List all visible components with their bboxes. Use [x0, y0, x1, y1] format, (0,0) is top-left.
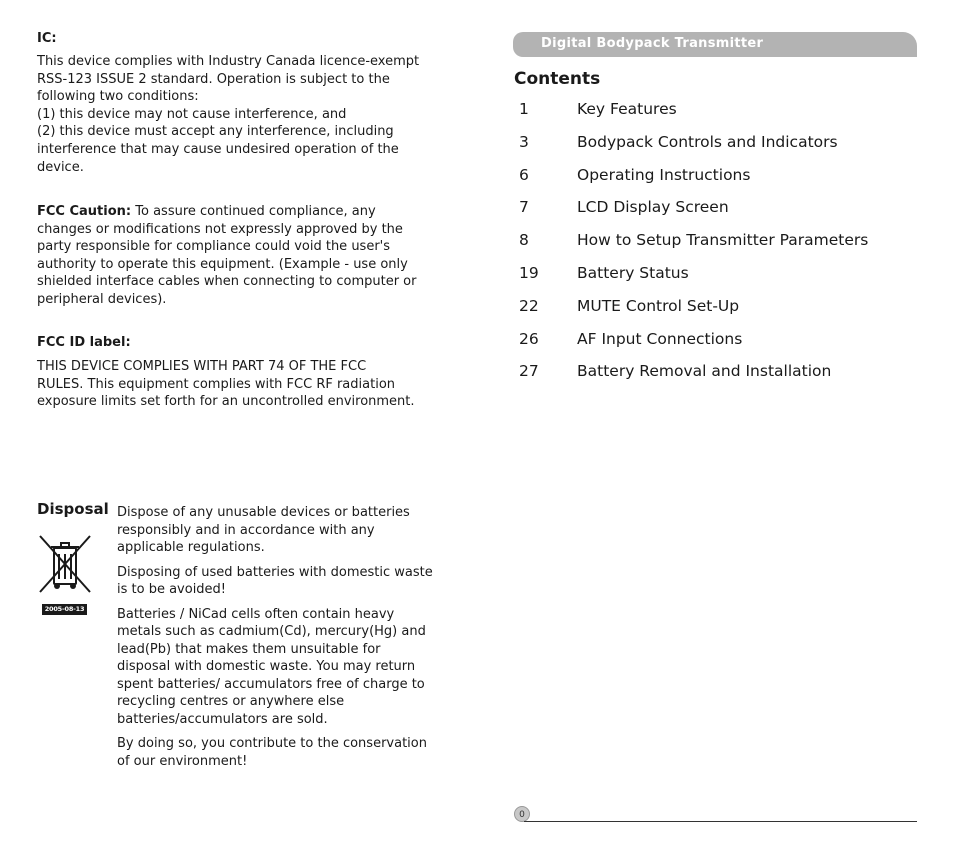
disposal-line: lead(Pb) that makes them unsuitable for: [117, 641, 381, 657]
toc-label: LCD Display Screen: [577, 198, 729, 217]
fcc-caution: [37, 203, 416, 309]
disposal-title: Disposal: [37, 500, 109, 518]
disposal-paragraph: [117, 504, 447, 557]
ic-line: interference that may cause undesired operation of the: [37, 141, 399, 157]
fcc-caution-line: party responsible for compliance could void the user's: [37, 239, 391, 255]
toc-label: Bodypack Controls and Indicators: [577, 132, 838, 151]
disposal-line: metals such as cadmium(Cd), mercury(Hg) and: [117, 624, 426, 639]
fcc-caution-line: changes or modifications not expressly approved by the: [37, 221, 403, 237]
toc-page: 1: [519, 100, 529, 118]
disposal-line: Dispose of any unusable devices or batteries: [117, 505, 410, 520]
toc-page: 8: [519, 231, 529, 250]
fcc-caution-label: FCC Caution:: [37, 204, 132, 219]
contents-title: Contents: [514, 69, 601, 89]
header-title: Digital Bodypack Transmitter: [541, 36, 764, 51]
fcc-caution-line: authority to operate this equipment. (Example - use only: [37, 256, 408, 272]
disposal-paragraph: [117, 564, 447, 599]
ic-line: device.: [37, 159, 84, 175]
fcc-caution-line: peripheral devices).: [37, 291, 167, 307]
fcc-id-body: [37, 358, 415, 411]
disposal-line: responsibly and in accordance with any: [117, 522, 375, 538]
toc-label: MUTE Control Set-Up: [577, 296, 740, 315]
toc-label: Operating Instructions: [577, 165, 751, 184]
crossed-bin-icon: [38, 534, 92, 594]
fcc-id-title: FCC ID label:: [37, 335, 131, 350]
page-number: 0: [514, 806, 530, 822]
ic-line: RSS-123 ISSUE 2 standard. Operation is subject to the: [37, 71, 390, 87]
toc-label: How to Setup Transmitter Parameters: [577, 231, 869, 250]
ic-line: (2) this device must accept any interference, including: [37, 124, 394, 140]
toc-label: Battery Status: [577, 263, 689, 282]
toc-label: Key Features: [577, 100, 677, 118]
fcc-caution-first-line: [37, 203, 416, 221]
toc-page: 7: [519, 198, 529, 217]
weee-date-label: 2005-08-13: [42, 604, 87, 615]
ic-line: This device complies with Industry Canada licence-exempt: [37, 54, 420, 69]
header-bar: [513, 32, 917, 57]
toc-page: 3: [519, 132, 529, 151]
toc-page: 22: [519, 296, 539, 315]
toc-label: Battery Removal and Installation: [577, 362, 832, 381]
disposal-line: disposal with domestic waste. You may return: [117, 659, 416, 674]
fcc-caution-first-text: To assure continued compliance, any: [131, 204, 376, 219]
footer-rule: [524, 821, 917, 822]
disposal-line: Batteries / NiCad cells often contain heavy: [117, 606, 395, 622]
ic-line: following two conditions:: [37, 89, 199, 105]
toc-page: 27: [519, 362, 539, 381]
fcc-id-line: RULES. This equipment complies with FCC RF radiation: [37, 376, 396, 392]
fcc-id-line: THIS DEVICE COMPLIES WITH PART 74 OF THE FCC: [37, 359, 367, 374]
toc-page: 26: [519, 329, 539, 348]
toc-page: 19: [519, 263, 539, 282]
fcc-id-line: exposure limits set forth for an uncontrolled environment.: [37, 394, 415, 410]
disposal-paragraph: [117, 735, 447, 770]
disposal-body: [117, 504, 447, 777]
disposal-line: spent batteries/ accumulators free of charge to: [117, 676, 425, 692]
disposal-line: is to be avoided!: [117, 582, 227, 597]
ic-body: [37, 53, 419, 176]
disposal-paragraph: [117, 606, 447, 729]
disposal-line: of our environment!: [117, 753, 248, 769]
disposal-line: applicable regulations.: [117, 540, 265, 555]
disposal-line: Disposing of used batteries with domestic waste: [117, 564, 433, 580]
fcc-caution-line: shielded interface cables when connecting to computer or: [37, 274, 417, 290]
toc-page: 6: [519, 165, 529, 184]
ic-line: (1) this device may not cause interference, and: [37, 106, 347, 122]
disposal-line: recycling centres or anywhere else: [117, 694, 345, 709]
disposal-line: batteries/accumulators are sold.: [117, 711, 328, 727]
ic-title: IC:: [37, 31, 57, 46]
toc-label: AF Input Connections: [577, 329, 743, 348]
disposal-line: By doing so, you contribute to the conservation: [117, 736, 427, 751]
